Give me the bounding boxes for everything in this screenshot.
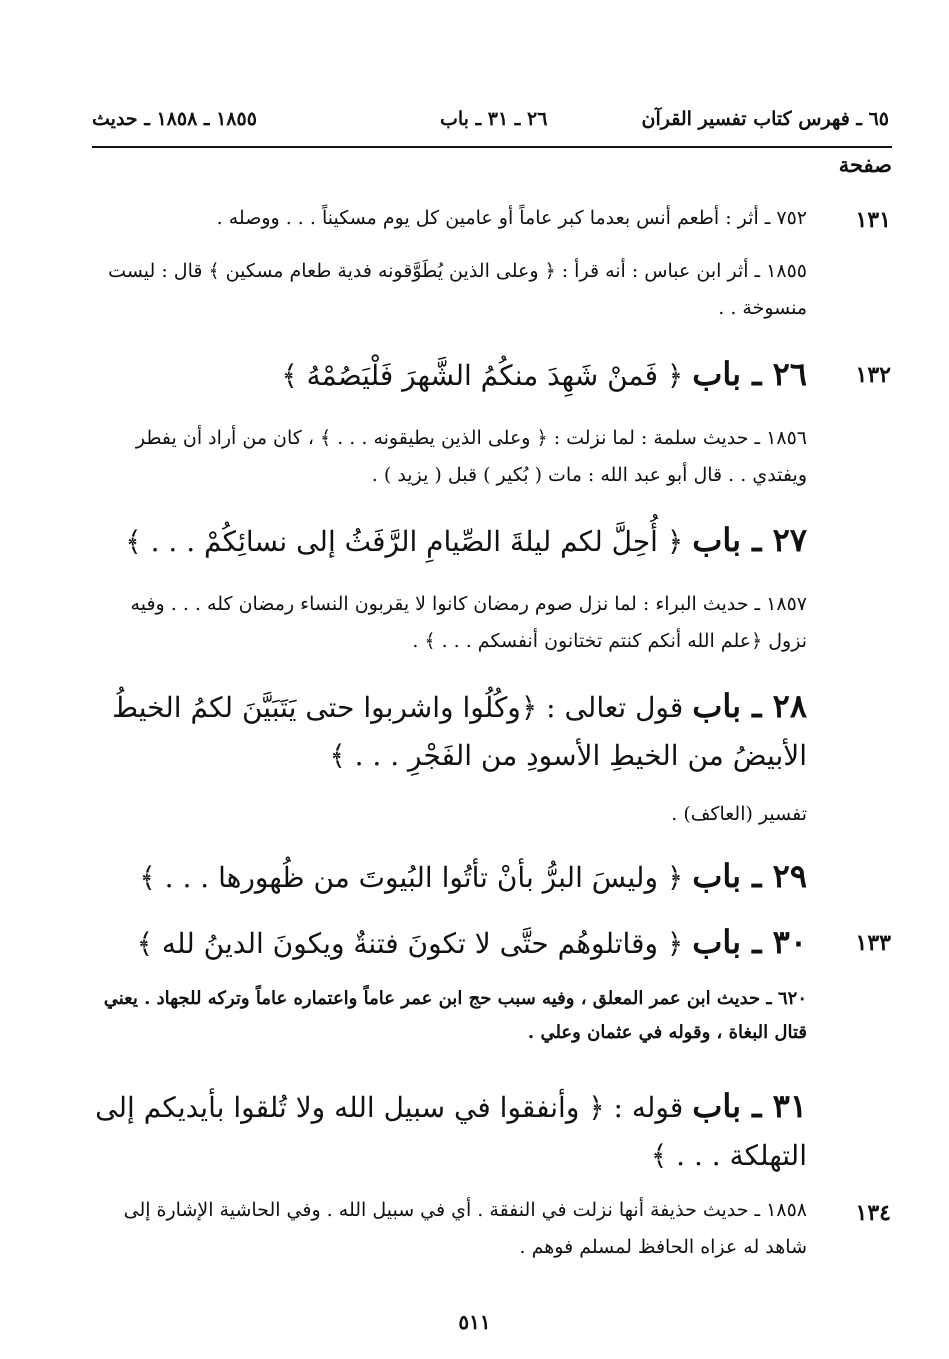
chapter-26 (88, 350, 807, 400)
entry-1858: ١٨٥٨ ـ حديث حذيفة أنها نزلت في النفقة . أي في سبيل الله . وفي الحاشية الإشارة إلى شاهد له عزاه الحافظ لمسلم فوهم . (123, 1199, 807, 1258)
running-header-hadith-range: ١٨٥٥ ـ ١٨٥٨ ـ حديث (92, 108, 257, 130)
entry-752: ٧٥٢ ـ أثر : أطعم أنس بعدما كبر عاماً أو عامين كل يوم مسكيناً . . . ووصله . (216, 207, 807, 229)
chapter-31 (88, 1082, 807, 1180)
page-number-133: ١٣٣ (855, 930, 891, 956)
entry-1856: ١٨٥٦ ـ حديث سلمة : لما نزلت : ﴿ وعلى الذين يطيقونه . . . ﴾ ، كان من أراد أن يفطر ويفتدي . . قال أبو عبد الله : مات ( بُكير ) قبل ( يزيد ) . (135, 427, 807, 486)
running-header-title: ٦٥ ـ فهرس كتاب تفسير القرآن (641, 108, 889, 130)
entry-1857: ١٨٥٧ ـ حديث البراء : لما نزل صوم رمضان كانوا لا يقربون النساء رمضان كله . . . وفيه نزول ﴿علم الله أنكم كنتم تختانون أنفسكم . . . ﴾ . (130, 593, 807, 652)
page-number-134: ١٣٤ (855, 1200, 891, 1226)
chapter-26-heading: ٢٦ ـ باب (692, 355, 807, 393)
entry-1855: ١٨٥٥ ـ أثر ابن عباس : أنه قرأ : ﴿ وعلى الذين يُطَوَّقونه فدية طعام مسكين ﴾ قال : ليست منسوخة . . (108, 260, 807, 319)
page-number-132: ١٣٢ (855, 362, 891, 388)
chapter-30-verse: ﴿ وقاتلوهُم حتَّى لا تكونَ فتنةٌ ويكونَ الدينُ لله ﴾ (136, 927, 684, 960)
chapter-28-heading: ٢٨ ـ باب (692, 687, 807, 725)
chapter-26-verse: ﴿ فَمنْ شَهِدَ منكُمُ الشَّهرَ فَلْيَصُمْهُ ﴾ (281, 359, 684, 392)
chapter-29-heading: ٢٩ ـ باب (692, 857, 807, 895)
entry-620: ٦٢٠ ـ حديث ابن عمر المعلق ، وفيه سبب حج ابن عمر عاماً واعتماره عاماً وتركه للجهاد . يعني قتال البغاة ، وقوله في عثمان وعلي . (103, 988, 807, 1043)
chapter-28-verse: قول تعالى : ﴿وكُلُوا واشربوا حتى يَتَبَيَّنَ لكمُ الخيطُ الأبيضُ من الخيطِ الأسودِ من الفَجْرِ . . . ﴾ (112, 691, 807, 772)
chapter-31-heading: ٣١ ـ باب (692, 1087, 807, 1125)
chapter-27-heading: ٢٧ ـ باب (692, 521, 807, 559)
page-folio: ٥١١ (458, 1310, 491, 1334)
chapter-31-verse: قوله : ﴿ وأنفقوا في سبيل الله ولا تُلقوا بأيديكم إلى التهلكة . . . ﴾ (95, 1091, 807, 1172)
chapter-30 (88, 918, 807, 968)
header-rule (92, 146, 892, 148)
chapter-29 (88, 852, 807, 902)
chapter-29-verse: ﴿ وليسَ البرُّ بأنْ تأتُوا البُيوتَ من ظُهورها . . . ﴾ (139, 861, 684, 894)
page-number-131: ١٣١ (855, 207, 891, 233)
chapter-30-heading: ٣٠ ـ باب (692, 923, 807, 961)
running-header-chapters: ٢٦ ـ ٣١ ـ باب (440, 108, 548, 130)
page-column-label: صفحة (838, 152, 892, 177)
chapter-27-verse: ﴿ أُحِلَّ لكم ليلةَ الصِّيامِ الرَّفَثُ إلى نسائِكُمْ . . . ﴾ (125, 525, 684, 558)
chapter-27 (88, 516, 807, 566)
entry-akif: تفسير (العاكف) . (671, 803, 807, 825)
chapter-28 (88, 682, 807, 780)
